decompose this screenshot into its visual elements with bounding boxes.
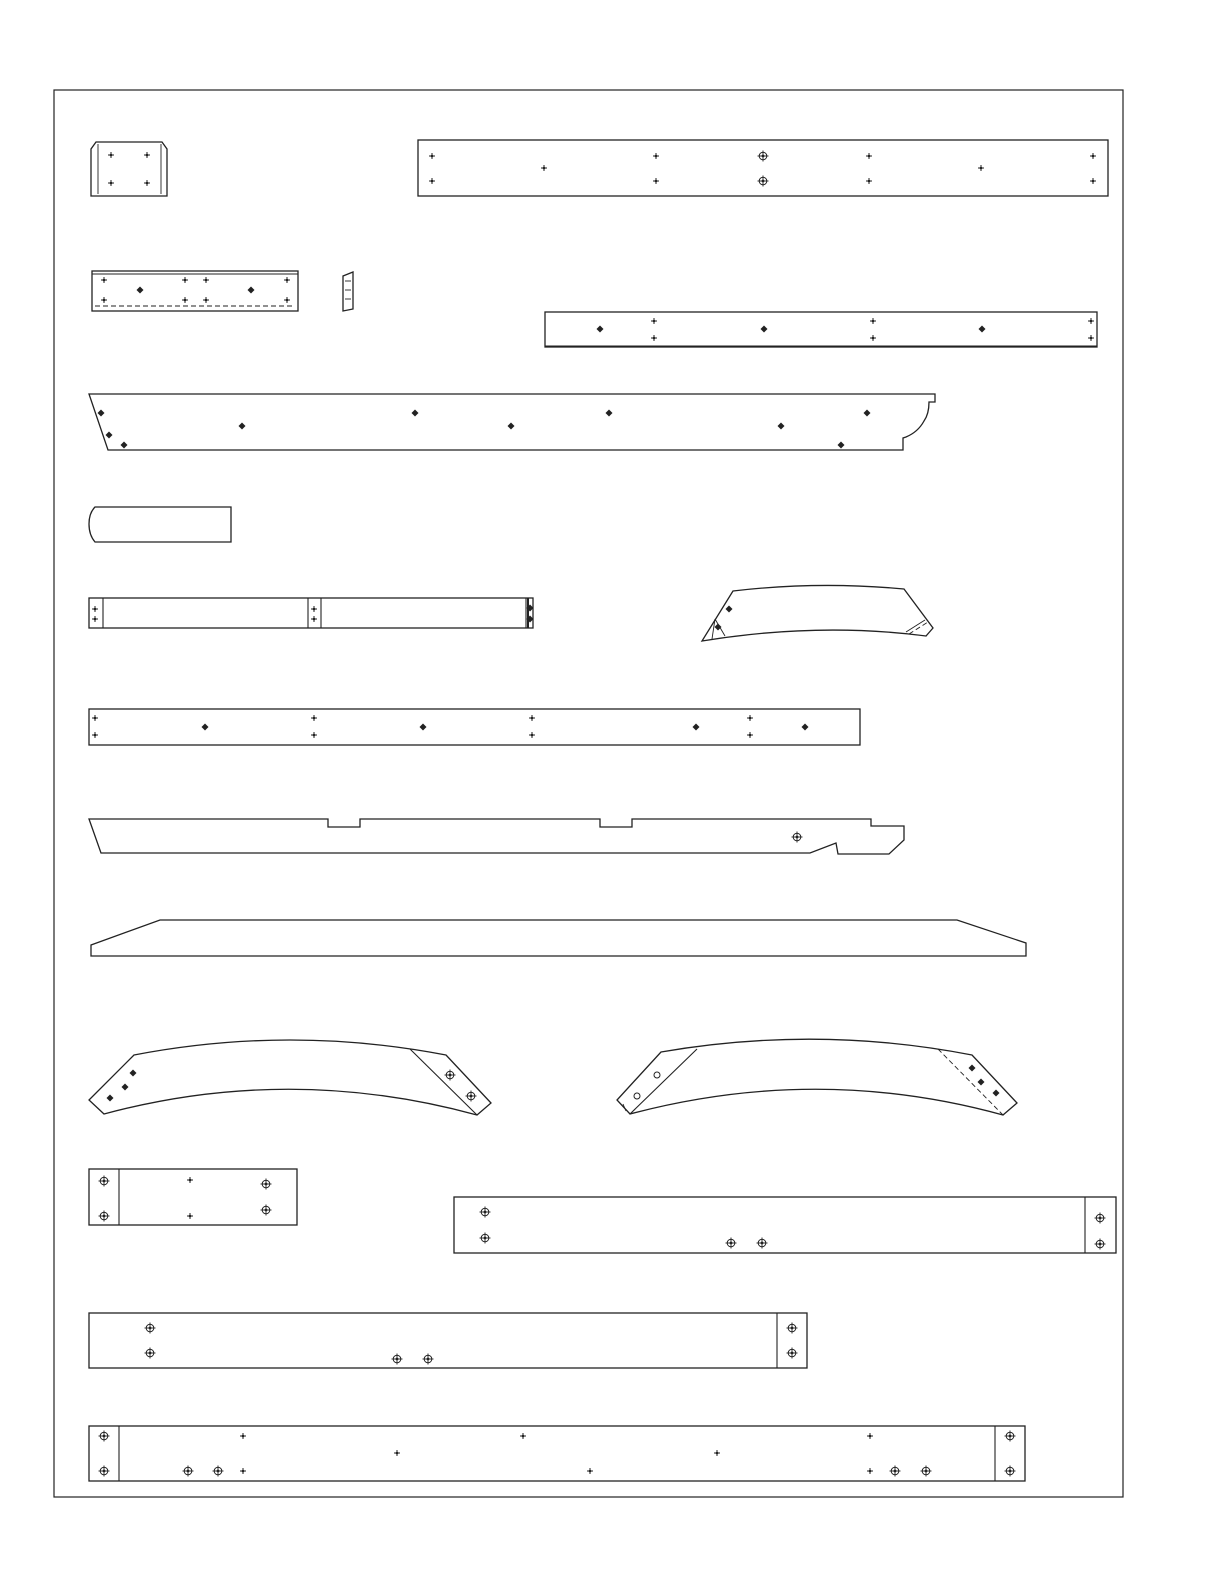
part-block-rounded-end <box>89 507 231 542</box>
part-long-end-rail-right <box>454 1197 1116 1253</box>
part-medium-end-rail <box>89 1313 807 1368</box>
part-long-rail <box>89 709 860 745</box>
part-notched-board <box>89 819 904 854</box>
part-short-end-rail <box>89 1169 297 1225</box>
part-bottom-rail <box>89 1426 1025 1481</box>
part-short-rail <box>92 271 298 311</box>
part-tapered-board <box>91 920 1026 956</box>
part-angled-cove-board <box>89 394 935 450</box>
part-top-rail <box>418 140 1108 196</box>
part-mid-rail <box>545 312 1097 347</box>
part-arch-right <box>617 1039 1017 1115</box>
part-segmented-rail <box>89 598 534 628</box>
part-arch-left <box>89 1040 491 1115</box>
part-tiny-block <box>343 272 353 311</box>
part-small-plate <box>91 142 167 196</box>
part-small-arch <box>702 585 933 641</box>
